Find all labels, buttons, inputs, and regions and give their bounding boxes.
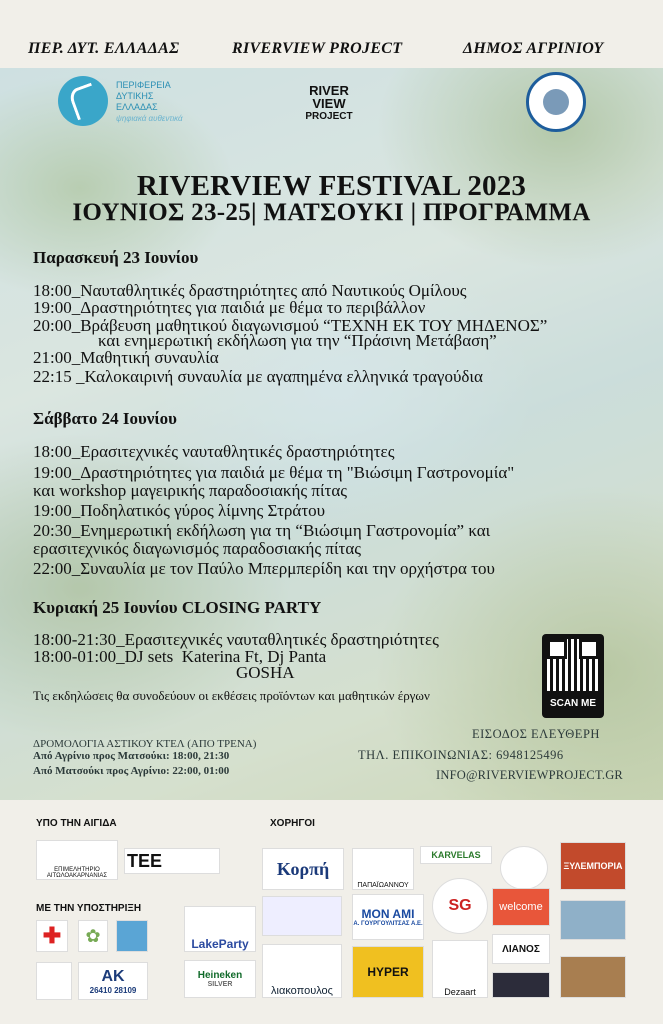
tee-logo [124,848,220,874]
friday-event-5: 22:15 _Καλοκαιρινή συναυλία με αγαπημένα ελληνικά τραγούδια [33,367,483,386]
sponsor-sg: SG [432,878,488,934]
sponsor-heineken [184,960,256,998]
sponsor-lakeparty: LakeParty [184,906,256,952]
riverview-logo-line1: RIVER [309,83,349,98]
friday-event-3: 20:00_Βράβευση μαθητικού διαγωνισμού “ΤΕΧΝΗ ΕΚ ΤΟΥ ΜΗΔΕΝΟΣ” [33,316,548,335]
sponsor-welcome: welcome [492,888,550,926]
sponsor-zalmas-icon [262,896,342,936]
chamber-logo: ΕΠΙΜΕΛΗΤΗΡΙΟ ΑΙΤΩΛΟΑΚΑΡΝΑΝΙΑΣ [36,840,118,880]
exhibitions-note: Τις εκδηλώσεις θα συνοδεύουν οι εκθέσεις προϊόντων και μαθητικών έργων [33,688,430,703]
saturday-event-1: 18:00_Ερασιτεχνικές ναυταθλητικές δραστηριότητες [33,442,395,461]
bus-heading: ΔΡΟΜΟΛΟΓΙΑ ΑΣΤΙΚΟΥ ΚΤΕΛ (ΑΠΟ ΤΡΕΝΑ) [33,738,257,750]
sponsor-monami [352,894,424,940]
aegis-heading: ΥΠΟ ΤΗΝ ΑΙΓΙΔΑ [36,818,117,829]
bus-line-1: Από Αγρίνιο προς Ματσούκι: 18:00, 21:30 [33,750,230,762]
saturday-event-3: 19:00_Ποδηλατικός γύρος λίμνης Στράτου [33,501,326,520]
region-logo-icon [58,76,108,126]
sponsor-karvelas: KARVELAS [420,846,492,864]
municipality-seal-icon [526,72,586,132]
ktel-phone: 26410 28109 [89,985,137,995]
support-heading: ΜΕ ΤΗΝ ΥΠΟΣΤΗΡΙΞΗ [36,903,142,914]
sponsor-papaioannou: ΠΑΠΑΪΩΑΝΝΟΥ [352,848,414,890]
sponsor-dark-icon [492,972,550,998]
sponsor-circle-icon [500,846,548,890]
riverview-logo [300,84,358,123]
ktel-logo-text: ΑΚ [101,967,125,985]
saturday-event-4: 20:30_Ενημερωτική εκδήλωση για τη “Βιώσιμη Γαστρονομία” και [33,521,491,540]
header-bar [0,0,663,68]
ktel-logo [78,962,148,1000]
saturday-event-2-cont: και workshop μαγειρικής παραδοσιακής πίτας [33,481,348,500]
sunday-event-1: 18:00-21:30_Ερασιτεχνικές ναυταθλητικές δραστηριότητες [33,630,439,649]
region-logo-line3: ΕΛΛΑΔΑΣ [116,102,158,112]
day-heading-saturday: Σάββατο 24 Ιουνίου [33,409,177,428]
sunday-event-2-cont: GOSHA [236,663,295,682]
sponsor-liakopoulos: λιακοπουλος [262,944,342,998]
contact-phone: ΤΗΛ. ΕΠΙΚΟΙΝΩΝΙΑΣ: 6948125496 [358,748,564,762]
sea-club-icon [116,920,148,952]
region-logo-line1: ΠΕΡΙΦΕΡΕΙΑ [116,80,171,90]
header-municipality: ΔΗΜΟΣ ΑΓΡΙΝΙΟΥ [463,40,604,57]
day-heading-friday: Παρασκευή 23 Ιουνίου [33,248,199,267]
friday-event-1: 18:00_Ναυταθλητικές δραστηριότητες από Ναυτικούς Ομίλους [33,281,467,300]
saturday-event-2: 19:00_Δραστηριότητες για παιδιά με θέμα τη "Βιώσιμη Γαστρονομία" [33,463,515,482]
sponsor-lianos: ΛΙΑΝΟΣ [492,934,550,964]
friday-event-2: 19:00_Δραστηριότητες για παιδιά με θέμα το περιβάλλον [33,298,426,317]
qr-code-icon [547,639,599,691]
region-logo-tag: ψηφιακά αυθεντικά [116,114,183,123]
sponsor-korpi: Κορπή [262,848,344,890]
tee-logo-text: ΤΕΕ [127,850,163,871]
sponsor-taverna-icon [560,956,626,998]
festival-subtitle: ΙΟΥΝΙΟΣ 23-25| ΜΑΤΣΟΥΚΙ | ΠΡΟΓΡΑΜΜΑ [72,199,591,226]
day-heading-sunday: Κυριακή 25 Ιουνίου CLOSING PARTY [33,598,322,617]
riverview-logo-line3: PROJECT [305,111,353,122]
sponsor-dezaart: Dezaart [432,940,488,998]
friday-event-4: 21:00_Μαθητική συναυλία [33,348,219,367]
saturday-event-5: 22:00_Συναυλία με τον Παύλο Μπερμπερίδη και την ορχήστρα του [33,559,495,578]
qr-code[interactable] [542,634,604,718]
header-region: ΠΕΡ. ΔΥΤ. ΕΛΛΑΔΑΣ [28,40,180,57]
header-project: RIVERVIEW PROJECT [232,40,403,57]
sponsor-monami-name: MON AMI [361,907,415,921]
festival-title: RIVERVIEW FESTIVAL 2023 [136,170,527,202]
saturday-event-4-cont: ερασιτεχνικός διαγωνισμός παραδοσιακής πίτας [33,539,362,558]
contact-email[interactable]: INFO@RIVERVIEWPROJECT.GR [436,768,623,782]
ktel-seal-icon [36,962,72,1000]
poster-body [0,68,663,800]
bus-line-2: Από Ματσούκι προς Αγρίνιο: 22:00, 01:00 [33,765,230,777]
riverview-logo-line2: VIEW [312,96,346,111]
sponsor-wood: ΞΥΛΕΜΠΟΡΙΑ [560,842,626,890]
friday-event-3-cont: και ενημερωτική εκδήλωση για την “Πράσινη Μετάβαση” [98,331,497,350]
sponsor-photo-icon [560,900,626,940]
region-logo [58,74,198,130]
flower-icon: ✿ [78,920,108,952]
sponsor-hyper: HYPER [352,946,424,998]
sponsor-heineken-sub: SILVER [207,981,233,988]
sunday-event-2: 18:00-01:00_DJ sets Katerina Ft, Dj Panta [33,647,327,666]
sponsors-heading: ΧΟΡΗΓΟΙ [270,818,315,829]
region-logo-line2: ΔΥΤΙΚΗΣ [116,91,154,101]
sponsor-monami-sub: Α. ΓΟΥΡΓΟΥΛΙΤΣΑΣ Α.Ε. [353,921,423,927]
qr-scan-label: SCAN ME [549,698,597,709]
red-cross-icon: ✚ [36,920,68,952]
free-entry: ΕΙΣΟΔΟΣ ΕΛΕΥΘΕΡΗ [472,727,600,741]
sponsor-heineken-name: Heineken [197,970,243,981]
